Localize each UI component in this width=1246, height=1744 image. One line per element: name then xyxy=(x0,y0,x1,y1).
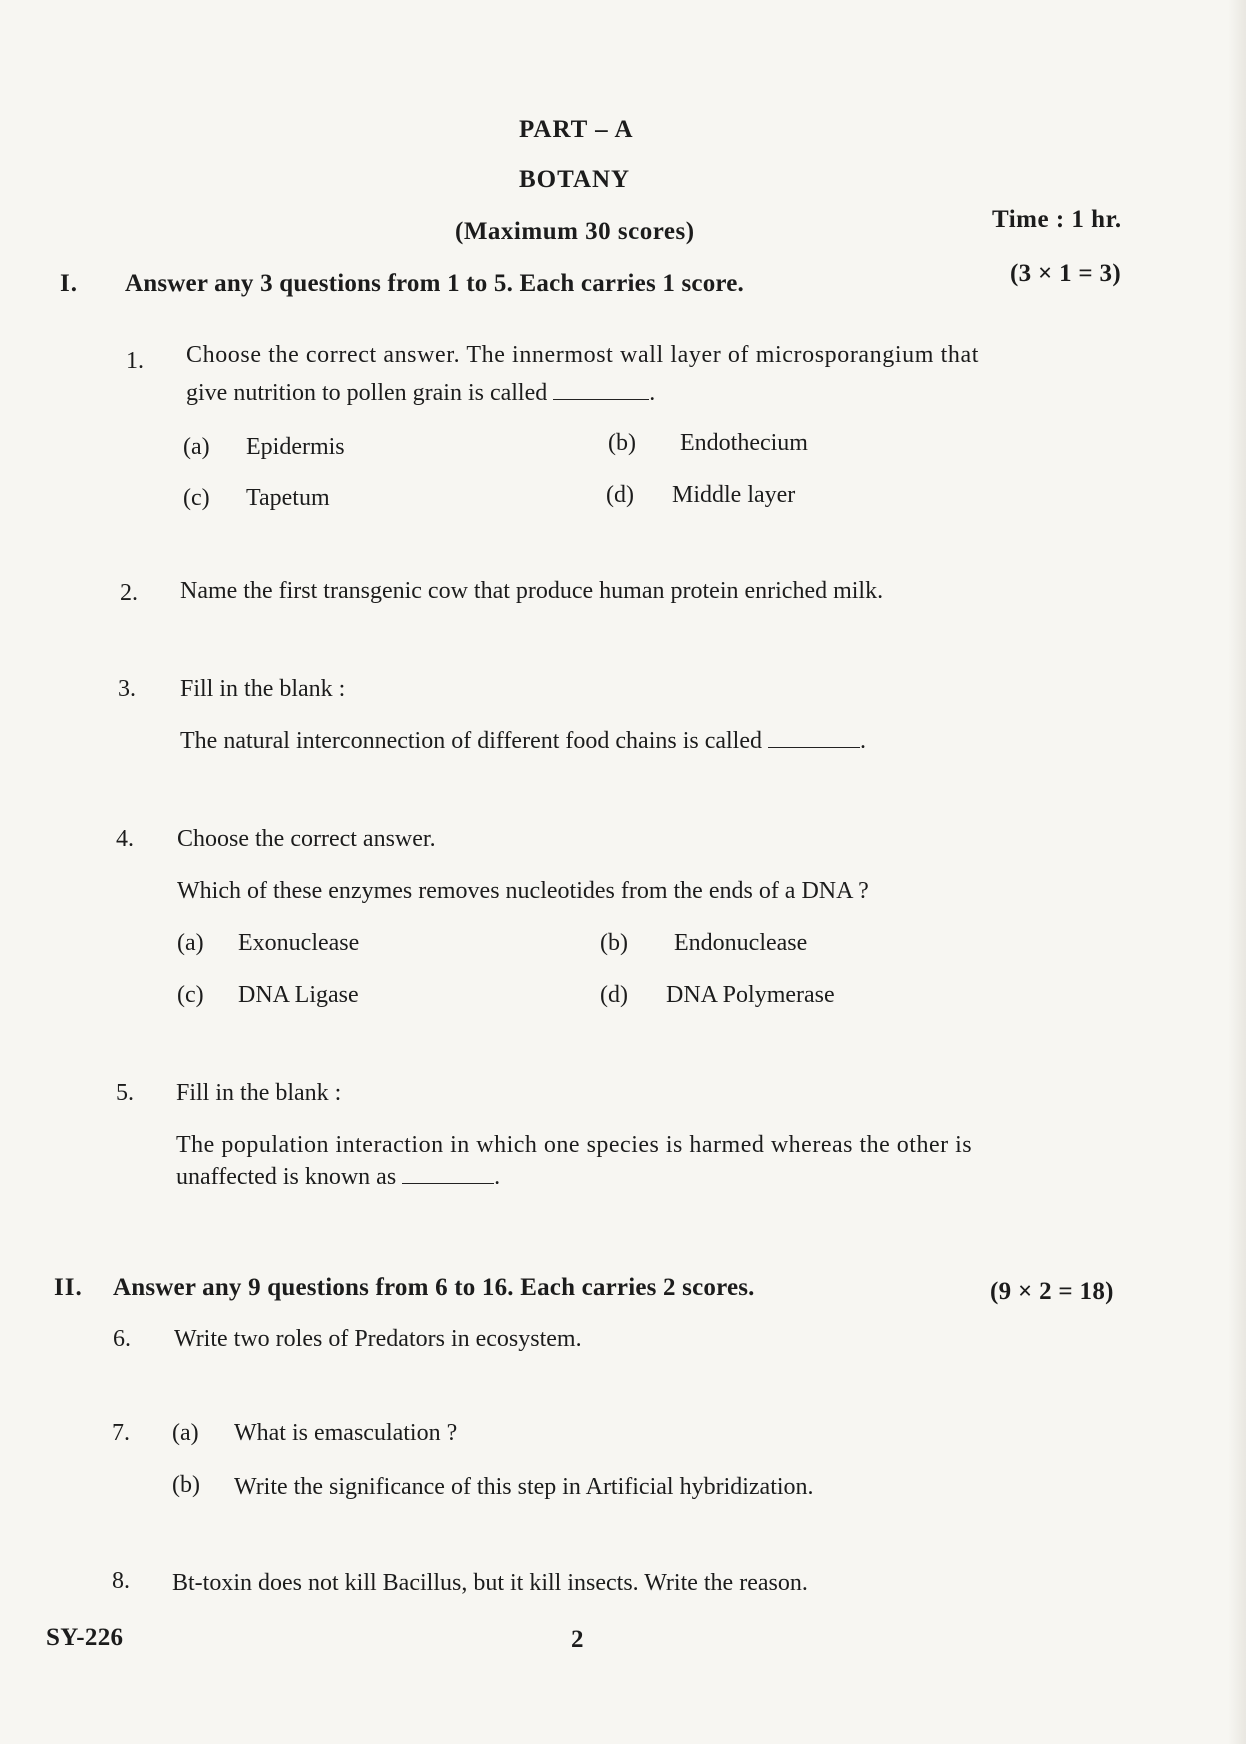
q1-option-d-label: (d) xyxy=(606,482,634,508)
q7-b-label: (b) xyxy=(172,1472,200,1498)
section-2-number: II. xyxy=(54,1274,83,1301)
q3-number: 3. xyxy=(118,676,136,702)
q4-option-b-label: (b) xyxy=(600,930,628,956)
q8-number: 8. xyxy=(112,1568,130,1594)
page-edge-shadow xyxy=(1228,0,1246,1744)
q1-text-line2-content: give nutrition to pollen grain is called xyxy=(186,380,548,406)
section-2-instruction: Answer any 9 questions from 6 to 16. Each carries 2 scores. xyxy=(113,1274,755,1301)
q5-text-end: . xyxy=(494,1164,501,1190)
answer-blank xyxy=(402,1165,494,1184)
q5-number: 5. xyxy=(116,1080,134,1106)
section-2-marks: (9 × 2 = 18) xyxy=(990,1278,1114,1305)
q7-a-text: What is emasculation ? xyxy=(234,1420,458,1446)
answer-blank xyxy=(553,381,649,400)
q7-a-label: (a) xyxy=(172,1420,199,1446)
q4-number: 4. xyxy=(116,826,134,852)
q4-option-d-text: DNA Polymerase xyxy=(666,982,835,1008)
q4-option-b-text: Endonuclease xyxy=(674,930,808,956)
q8-text: Bt-toxin does not kill Bacillus, but it kill insects. Write the reason. xyxy=(172,1570,808,1596)
q2-text: Name the first transgenic cow that produce human protein enriched milk. xyxy=(180,578,884,604)
q7-number: 7. xyxy=(112,1420,130,1446)
q3-lead: Fill in the blank : xyxy=(180,676,346,702)
subject-heading: BOTANY xyxy=(519,166,631,193)
max-scores: (Maximum 30 scores) xyxy=(455,218,695,245)
section-1-marks: (3 × 1 = 3) xyxy=(1010,260,1121,287)
q3-text xyxy=(180,728,866,755)
q4-text: Which of these enzymes removes nucleotides from the ends of a DNA ? xyxy=(177,878,869,904)
answer-blank xyxy=(768,729,860,748)
q5-text-line1: The population interaction in which one species is harmed whereas the other is xyxy=(176,1132,973,1158)
q1-option-d-text: Middle layer xyxy=(672,482,796,508)
q4-option-a-label: (a) xyxy=(177,930,204,956)
part-heading: PART – A xyxy=(519,116,634,143)
q1-option-c-text: Tapetum xyxy=(246,485,330,511)
q4-lead: Choose the correct answer. xyxy=(177,826,436,852)
q1-text-line1: Choose the correct answer. The innermost wall layer of microsporangium that xyxy=(186,342,980,368)
q4-option-d-label: (d) xyxy=(600,982,628,1008)
q4-option-c-label: (c) xyxy=(177,982,204,1008)
section-1-number: I. xyxy=(60,270,78,297)
q5-text-line2-content: unaffected is known as xyxy=(176,1164,397,1190)
q5-lead: Fill in the blank : xyxy=(176,1080,342,1106)
q7-b-text: Write the significance of this step in Artificial hybridization. xyxy=(234,1474,814,1500)
section-1-instruction: Answer any 3 questions from 1 to 5. Each carries 1 score. xyxy=(125,270,744,297)
q1-option-b-label: (b) xyxy=(608,430,636,456)
q4-option-c-text: DNA Ligase xyxy=(238,982,359,1008)
q1-option-a-label: (a) xyxy=(183,434,210,460)
time-allowed: Time : 1 hr. xyxy=(992,206,1122,233)
q4-option-a-text: Exonuclease xyxy=(238,930,360,956)
paper-code: SY-226 xyxy=(46,1624,124,1651)
q5-text-line2 xyxy=(176,1164,500,1191)
q3-text-end: . xyxy=(860,728,866,754)
q1-text-end: . xyxy=(649,380,656,406)
q2-number: 2. xyxy=(120,580,138,606)
q1-text-line2 xyxy=(186,380,655,407)
page-number: 2 xyxy=(571,1626,585,1653)
q3-text-content: The natural interconnection of different food chains is called xyxy=(180,728,762,754)
q6-text: Write two roles of Predators in ecosystem. xyxy=(174,1326,582,1352)
q6-number: 6. xyxy=(113,1326,131,1352)
q1-number: 1. xyxy=(126,348,144,374)
q1-option-c-label: (c) xyxy=(183,485,210,511)
q1-option-b-text: Endothecium xyxy=(680,430,808,456)
q1-option-a-text: Epidermis xyxy=(246,434,345,460)
